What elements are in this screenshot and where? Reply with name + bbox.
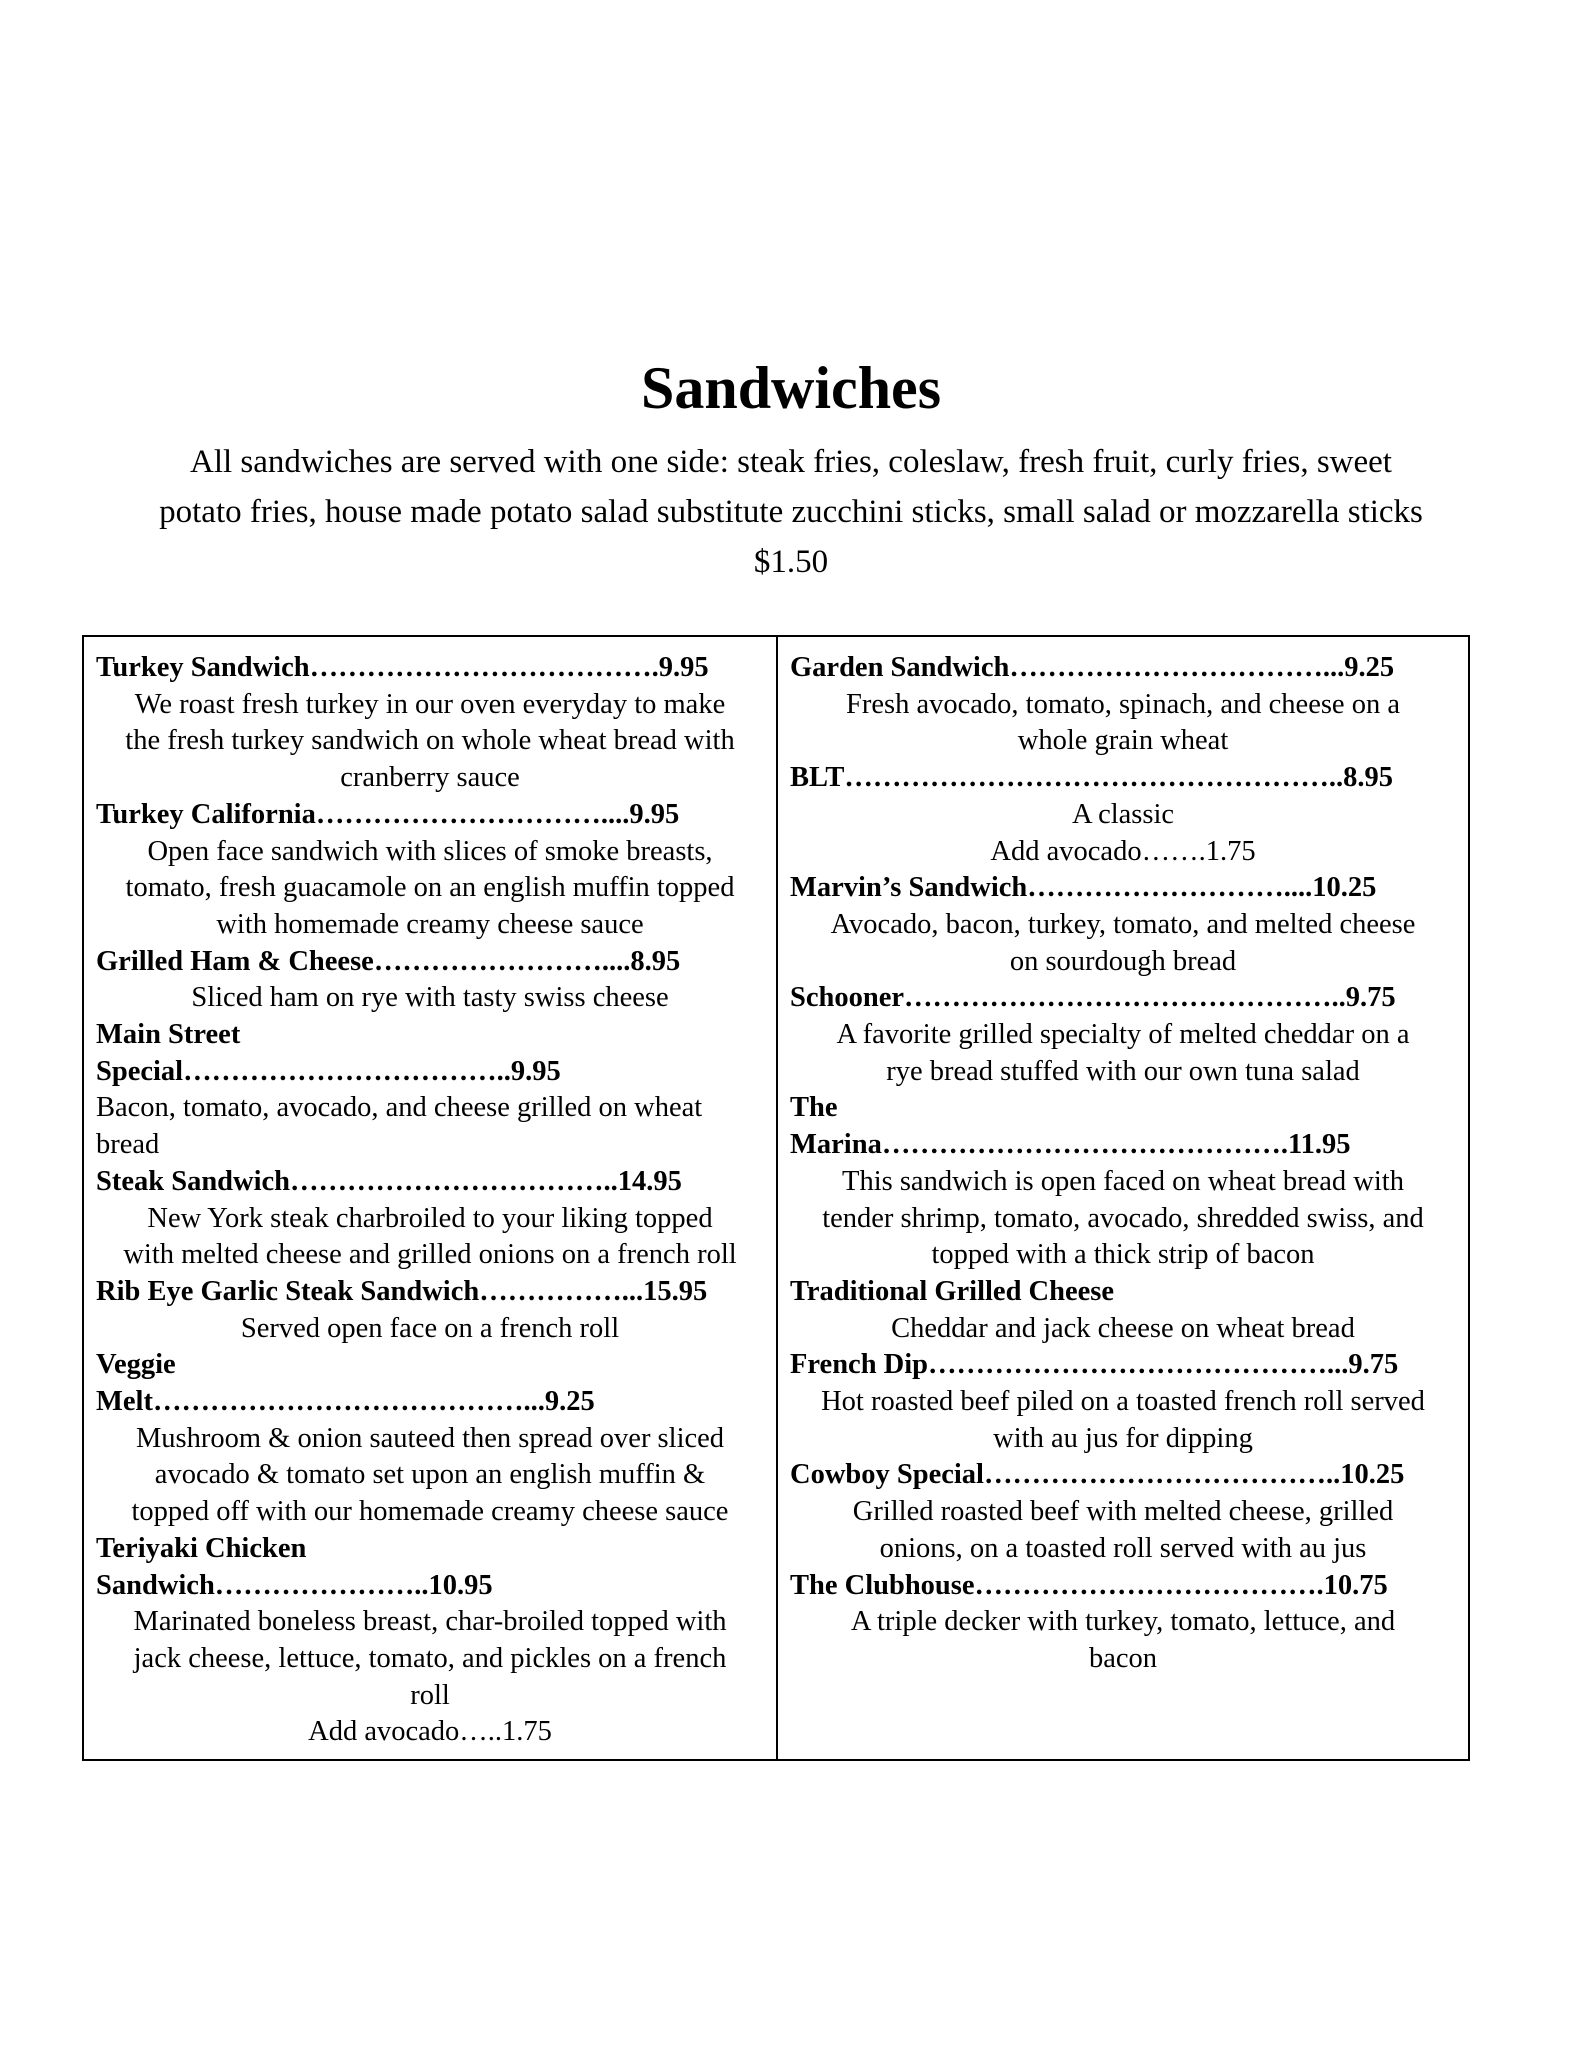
menu-item-description: rye bread stuffed with our own tuna salad	[886, 1055, 1360, 1087]
menu-column-right	[778, 637, 1468, 1759]
menu-item-heading: Rib Eye Garlic Steak Sandwich……………...15.95	[96, 1275, 708, 1307]
menu-table	[82, 635, 1470, 1761]
menu-item-description: Marinated boneless breast, char-broiled topped with	[133, 1606, 727, 1638]
intro-line: potato fries, house made potato salad substitute zucchini sticks, small salad or mozzarella sticks	[159, 494, 1423, 530]
menu-item-description: This sandwich is open faced on wheat bread with	[842, 1165, 1404, 1197]
menu-item-description: Grilled roasted beef with melted cheese, grilled	[852, 1496, 1394, 1528]
menu-item-description: A classic	[1071, 798, 1175, 830]
menu-item-description: Avocado, bacon, turkey, tomato, and melted cheese	[830, 908, 1416, 940]
menu-item-description: Open face sandwich with slices of smoke breasts,	[147, 835, 713, 867]
menu-item-description: cranberry sauce	[340, 762, 520, 794]
menu-item-description: We roast fresh turkey in our oven everyday to make	[134, 688, 726, 720]
page-title: Sandwiches	[640, 355, 942, 421]
menu-item-heading: Garden Sandwich……………………………...9.25	[790, 652, 1395, 683]
menu-item-heading: Turkey Sandwich……………………………….9.95	[96, 652, 709, 683]
menu-item-heading: Turkey California…………………………....9.95	[96, 798, 680, 830]
menu-item-description: jack cheese, lettuce, tomato, and pickles on a french	[133, 1642, 727, 1674]
menu-item-heading: The	[790, 1092, 838, 1124]
menu-item-description: with homemade creamy cheese sauce	[216, 908, 644, 940]
menu-item-description: bacon	[1088, 1642, 1158, 1674]
menu-item-description: A favorite grilled specialty of melted cheddar on a	[836, 1019, 1410, 1051]
menu-item-heading: Melt…………………………………...9.25	[96, 1386, 595, 1418]
menu-item-description: Fresh avocado, tomato, spinach, and cheese on a	[846, 688, 1400, 720]
menu-item-description: Add avocado…..1.75	[308, 1716, 552, 1748]
menu-item-description: Bacon, tomato, avocado, and cheese grilled on wheat	[96, 1092, 703, 1124]
menu-item-heading: Sandwich…………………..10.95	[96, 1569, 493, 1601]
menu-item-heading: Special……………………………..9.95	[96, 1055, 561, 1087]
menu-column-left	[84, 637, 778, 1759]
menu-item-description: tender shrimp, tomato, avocado, shredded swiss, and	[822, 1202, 1424, 1234]
menu-item-description: topped with a thick strip of bacon	[931, 1239, 1315, 1271]
menu-item-description: Mushroom & onion sauteed then spread over sliced	[135, 1422, 725, 1454]
menu-item-description: tomato, fresh guacamole on an english muffin topped	[125, 872, 735, 904]
intro-line: All sandwiches are served with one side: steak fries, coleslaw, fresh fruit, curly fries, sweet	[190, 444, 1392, 480]
menu-item-heading: Steak Sandwich……………………………..14.95	[96, 1165, 682, 1197]
intro-text	[70, 437, 1512, 587]
menu-item-heading: Traditional Grilled Cheese	[790, 1275, 1115, 1307]
menu-item-description: Add avocado…….1.75	[990, 835, 1256, 867]
menu-item-heading: BLT……………………………………………..8.95	[790, 762, 1394, 794]
menu-item-heading: Cowboy Special………………………………..10.25	[790, 1459, 1405, 1491]
menu-item-description: avocado & tomato set upon an english muffin &	[154, 1459, 706, 1491]
menu-item-description: roll	[410, 1679, 450, 1711]
menu-item-description: Hot roasted beef piled on a toasted french roll served	[821, 1386, 1425, 1418]
menu-item-heading: Main Street	[96, 1019, 241, 1051]
menu-item-description: whole grain wheat	[1017, 725, 1229, 757]
menu-item-description: bread	[96, 1129, 160, 1161]
menu-item-heading: French Dip……………………………………...9.75	[790, 1349, 1399, 1381]
menu-item-description: with au jus for dipping	[993, 1422, 1253, 1454]
intro-line: $1.50	[753, 544, 829, 580]
menu-item-description: topped off with our homemade creamy cheese sauce	[131, 1496, 729, 1528]
menu-item-heading: Teriyaki Chicken	[96, 1532, 307, 1564]
menu-item-heading: Grilled Ham & Cheese……………………....8.95	[96, 945, 681, 977]
menu-item-heading: Schooner………………………………………..9.75	[790, 982, 1396, 1014]
menu-item-heading: Marvin’s Sandwich………………………....10.25	[790, 872, 1377, 904]
menu-item-description: Cheddar and jack cheese on wheat bread	[891, 1312, 1355, 1344]
menu-item-description: with melted cheese and grilled onions on a french roll	[123, 1239, 737, 1271]
menu-item-description: New York steak charbroiled to your liking topped	[147, 1202, 713, 1234]
menu-item-description: Sliced ham on rye with tasty swiss cheese	[191, 982, 669, 1014]
menu-item-description: Served open face on a french roll	[240, 1312, 620, 1344]
menu-item-heading: The Clubhouse……………………………….10.75	[790, 1569, 1388, 1601]
menu-item-description: onions, on a toasted roll served with au jus	[879, 1532, 1367, 1564]
menu-item-description: the fresh turkey sandwich on whole wheat bread with	[125, 725, 735, 757]
menu-item-description: on sourdough bread	[1009, 945, 1237, 977]
menu-item-heading: Veggie	[96, 1349, 176, 1381]
menu-item-heading: Marina…………………………………….11.95	[790, 1129, 1351, 1161]
menu-item-description: A triple decker with turkey, tomato, lettuce, and	[850, 1606, 1396, 1638]
